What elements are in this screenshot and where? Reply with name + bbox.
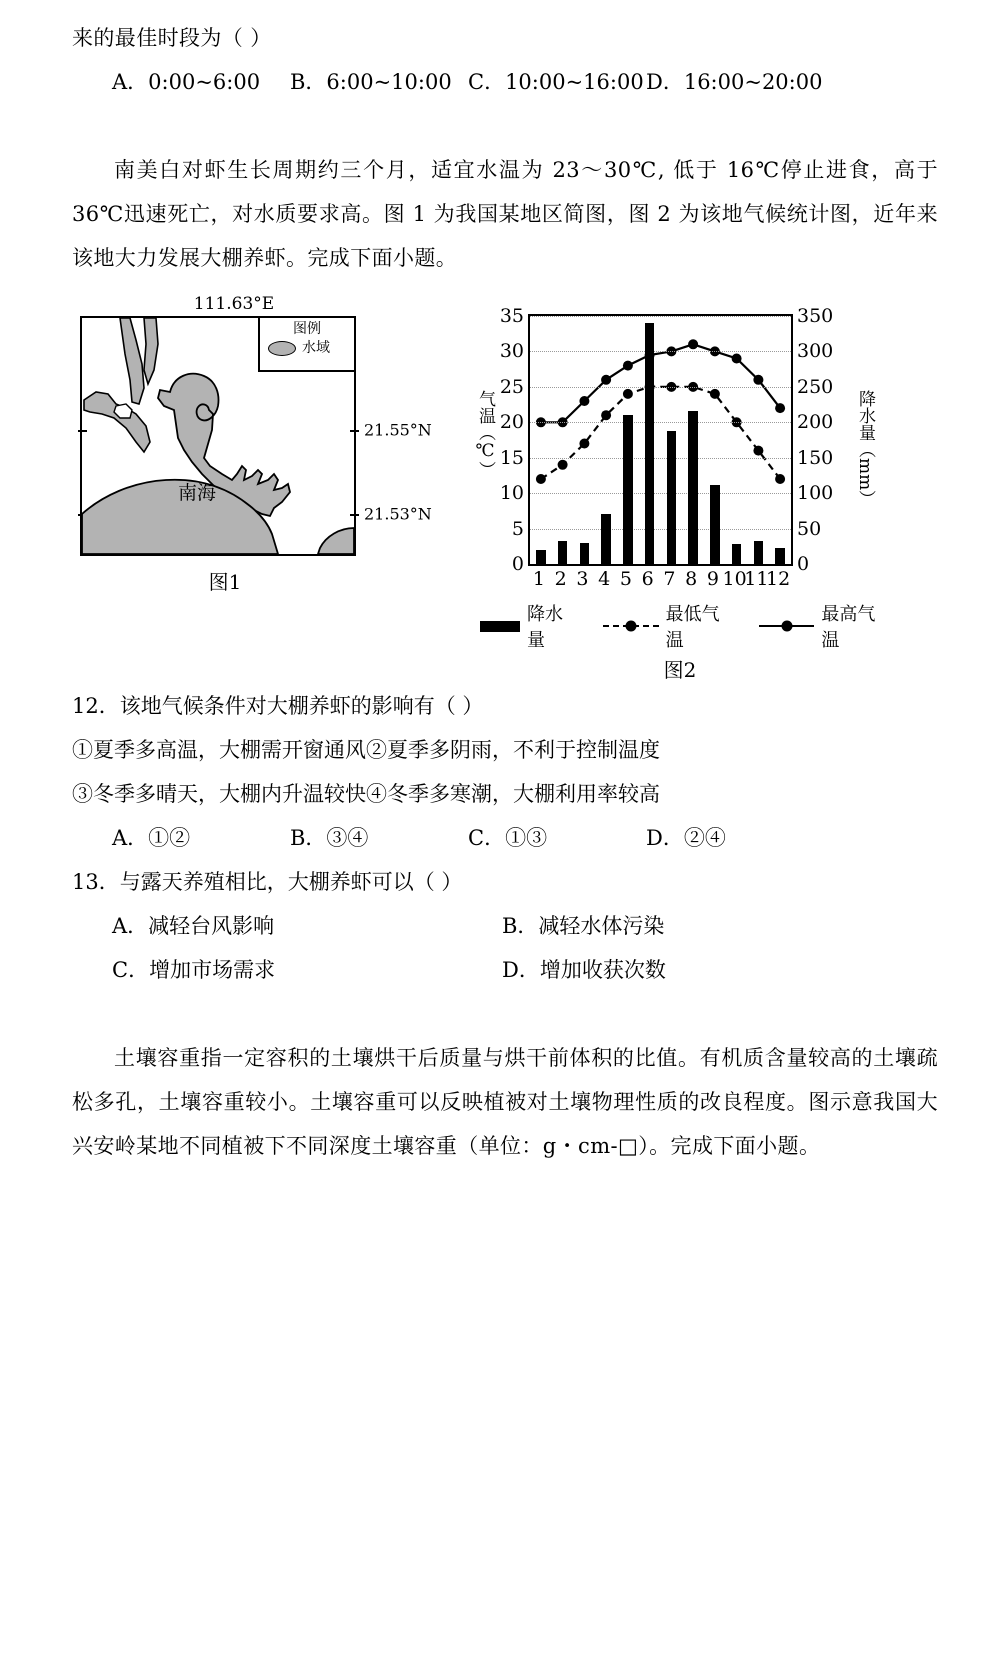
chart-xtick-label: 1: [532, 568, 545, 590]
solid-line-swatch-icon: [759, 620, 814, 632]
chart-marker-dot: [710, 389, 720, 399]
chart-marker-dot: [753, 375, 763, 385]
chart-ytick-left: 35: [499, 305, 524, 327]
chart-marker-dot: [775, 474, 785, 484]
marker-dot-icon: [781, 621, 792, 632]
chart-ytick-left: 30: [499, 340, 524, 363]
q13-option-d[interactable]: D．增加收获次数: [502, 958, 666, 982]
q12-item-1: ①夏季多高温，大棚需开窗通风②夏季多阴雨，不利于控制温度: [72, 738, 660, 762]
chart-plot-area: [499, 305, 834, 575]
chart-ylabel-left: 气温（℃）: [475, 390, 495, 478]
chart-ytick-right: 200: [797, 411, 834, 434]
chart-xtick-label: 11: [744, 568, 769, 590]
legend-entry-label: 水域: [302, 340, 330, 356]
chart-gridline: [530, 351, 791, 352]
chart-gridline: [530, 422, 791, 423]
chart-bar: [645, 323, 655, 564]
dashed-line-swatch-icon: [603, 620, 658, 632]
q12-stem: 12．该地气候条件对大棚养虾的影响有（ ）: [72, 694, 484, 718]
chart-marker-dot: [623, 361, 633, 371]
chart-bar: [580, 543, 590, 564]
legend-title: 图例: [293, 321, 321, 337]
chart-ytick-left: 10: [499, 482, 524, 505]
chart-x-axis-labels: [528, 568, 793, 594]
chart-legend: [470, 600, 890, 652]
chart-bar: [623, 415, 633, 565]
chart-xtick-label: 3: [576, 568, 589, 590]
q13-options-row-1: [0, 904, 1000, 948]
q11-option-b[interactable]: B．6:00~10:00: [290, 70, 452, 94]
chart-xtick-label: 12: [766, 568, 791, 590]
chart-marker-dot: [732, 354, 742, 364]
q11-option-a[interactable]: A．0:00~6:00: [112, 70, 261, 94]
q13-stem: 13．与露天养殖相比，大棚养虾可以（ ）: [72, 870, 463, 894]
legend-precipitation-label: 降水量: [527, 604, 563, 651]
chart-marker-dot: [688, 339, 698, 349]
chart-gridline: [530, 493, 791, 494]
map-frame: [80, 316, 432, 556]
q12-option-b[interactable]: B．③④: [290, 826, 369, 850]
chart-ytick-right: 0: [797, 553, 810, 575]
chart-bar: [667, 431, 677, 564]
map-legend: [258, 318, 354, 372]
figure-1-map: [80, 294, 432, 595]
figure-2-caption: 图2: [663, 658, 697, 682]
chart-marker-dot: [775, 403, 785, 413]
legend-max-temp: [759, 600, 890, 652]
chart-xtick-label: 10: [722, 568, 747, 590]
chart-ytick-right: 50: [797, 517, 822, 540]
chart-ytick-left: 20: [499, 411, 524, 434]
southeast-islet: [318, 528, 354, 554]
chart-xtick-label: 6: [641, 568, 654, 590]
chart-ytick-left: 5: [511, 517, 524, 540]
chart-xtick-label: 8: [685, 568, 698, 590]
chart-marker-dot: [579, 439, 589, 449]
chart-bar: [558, 541, 568, 564]
chart-ytick-left: 0: [511, 553, 524, 575]
legend-precipitation: [480, 600, 578, 652]
chart-gridline: [530, 529, 791, 530]
chart-ylabel-right: 降水量（mm）: [855, 390, 875, 508]
chart-bar: [732, 544, 742, 564]
latitude-label-1: 21.55°N: [364, 420, 432, 440]
chart-marker-dot: [579, 396, 589, 406]
river-branch-mid: [144, 318, 158, 384]
q13-option-b[interactable]: B．减轻水体污染: [502, 914, 665, 938]
chart-line-max-temp: [541, 344, 780, 422]
chart-ytick-right: 250: [797, 375, 834, 398]
marker-dot-icon: [625, 621, 636, 632]
q12-options: [0, 816, 1000, 860]
chart-gridline: [530, 316, 791, 317]
chart-marker-dot: [536, 474, 546, 484]
chart-marker-dot: [623, 389, 633, 399]
latitude-label-2: 21.53°N: [364, 504, 432, 524]
chart-xtick-label: 9: [706, 568, 719, 590]
chart-marker-dot: [601, 375, 611, 385]
chart-bar: [775, 548, 785, 564]
chart-bar: [710, 485, 720, 564]
chart-lines-svg: [530, 316, 791, 564]
legend-max-temp-label: 最高气温: [821, 604, 876, 651]
chart-ytick-right: 350: [797, 305, 834, 327]
bar-swatch-icon: [480, 621, 520, 632]
q13-options-row-2: [0, 948, 1000, 992]
passage1-spacer: [0, 104, 1000, 148]
longitude-label: 111.63°E: [193, 294, 275, 314]
chart-bar: [688, 411, 698, 564]
chart-bar: [536, 550, 546, 564]
chart-ytick-left: 25: [499, 375, 524, 398]
legend-min-temp: [603, 600, 734, 652]
q13-option-a[interactable]: A．减轻台风影响: [112, 914, 275, 938]
chart-ytick-left: 15: [499, 446, 524, 469]
chart-bar: [601, 514, 611, 564]
chart-xtick-label: 5: [619, 568, 632, 590]
q11-stem-tail: 来的最佳时段为（ ）: [72, 26, 272, 50]
chart-ytick-right: 300: [797, 340, 834, 363]
figure-1-caption: 图1: [208, 570, 242, 594]
chart-xtick-label: 2: [554, 568, 567, 590]
q12-item-2: ③冬季多晴天，大棚内升温较快④冬季多寒潮，大棚利用率较高: [72, 782, 660, 806]
passage2-spacer: [0, 992, 1000, 1036]
legend-min-temp-label: 最低气温: [665, 604, 720, 651]
legend-entry-water: [260, 340, 354, 356]
q12-option-a[interactable]: A．①②: [112, 826, 191, 850]
q13-option-c[interactable]: C．增加市场需求: [112, 958, 276, 982]
climate-chart: [470, 294, 875, 594]
figures-row: [0, 294, 1000, 682]
q11-option-c[interactable]: C．10:00~16:00: [468, 70, 644, 94]
chart-xtick-label: 4: [598, 568, 611, 590]
chart-gridline: [530, 458, 791, 459]
sea-name-label: 南海: [178, 482, 217, 504]
chart-bar: [754, 541, 764, 564]
chart-marker-dot: [753, 446, 763, 456]
q12-option-c[interactable]: C．①③: [468, 826, 548, 850]
chart-line-min-temp: [541, 387, 780, 479]
chart-ytick-right: 150: [797, 446, 834, 469]
q12-option-d[interactable]: D．②④: [646, 826, 726, 850]
chart-xtick-label: 7: [663, 568, 676, 590]
river-branch-west: [120, 318, 144, 404]
chart-marker-dot: [601, 410, 611, 420]
chart-gridline: [530, 387, 791, 388]
passage-soil-bulk-density: 土壤容重指一定容积的土壤烘干后质量与烘干前体积的比值。有机质含量较高的土壤疏松多孔，土壤容重较小。土壤容重可以反映植被对土壤物理性质的改良程度。图示意我国大兴安岭某地不同植被下不同深度土壤容重（单位：g・cm-□）。完成下面小题。: [72, 1046, 938, 1158]
q11-option-d[interactable]: D．16:00~20:00: [646, 70, 823, 94]
passage-shrimp-farming: 南美白对虾生长周期约三个月，适宜水温为 23～30℃, 低于 16℃停止进食，高于 36℃迅速死亡，对水质要求高。图 1 为我国某地区简图，图 2 为该地气候统计图，近年来该地大力发展大棚养虾。完成下面小题。: [72, 158, 938, 270]
top-spacer: [0, 0, 1000, 16]
water-swatch-icon: [268, 341, 296, 356]
q11-options: [0, 60, 1000, 104]
chart-ytick-right: 100: [797, 482, 834, 505]
figure-2-chart: [470, 294, 890, 683]
chart-marker-dot: [558, 460, 568, 470]
